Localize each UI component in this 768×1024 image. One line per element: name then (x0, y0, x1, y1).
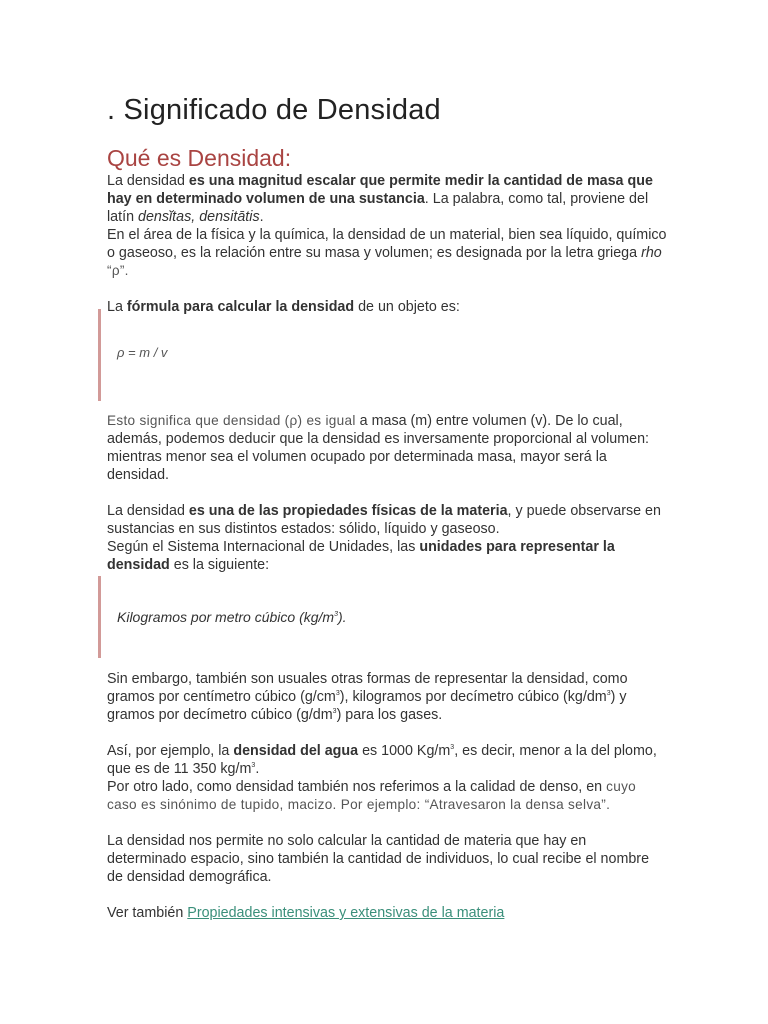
paragraph-units (107, 538, 667, 574)
text: Por otro lado, como densidad también nos referimos a la calidad de denso, en (107, 779, 607, 795)
text: En el área de la física y la química, la densidad de un material, bien sea líquido, químico o gaseoso, es la relación entre su masa y volumen; es designada por la letra griega (107, 227, 667, 261)
paragraph-physics (107, 226, 667, 280)
text: ) y gramos por decímetro cúbico (g/dm (107, 689, 627, 723)
italic-text: densĭtas, densitātis (138, 209, 260, 225)
superscript: 3 (450, 744, 455, 751)
paragraph-definition (107, 172, 667, 226)
quote-bar (98, 576, 101, 658)
text: , es decir, menor a la del plomo, que es de 11 350 kg/m (107, 743, 657, 777)
text: ), kilogramos por decímetro cúbico (kg/dm (339, 689, 607, 705)
bold-text: es una magnitud escalar que permite medir la cantidad de masa que hay en determinado volumen de una sustancia (107, 173, 653, 207)
paragraph-property (107, 502, 667, 538)
formula-text: ρ = m / v (117, 345, 168, 360)
text: La densidad (107, 173, 189, 189)
document-page (107, 92, 667, 922)
paragraph-other-units (107, 670, 667, 724)
text: a masa (m) entre volumen (v). De lo cual, además, podemos deducir que la densidad es inversamente proporcional al volumen: mientras menor sea el volumen ocupado por determinada masa, mayor será la densidad. (107, 413, 650, 483)
text: La densidad (107, 503, 189, 519)
see-also-label: Ver también (107, 905, 188, 921)
units-text (117, 608, 667, 626)
text: La (107, 299, 127, 315)
paragraph-formula-explanation (107, 412, 667, 484)
text: Sin embargo, también son usuales otras formas de representar la densidad, como gramos por centímetro cúbico (g/cm (107, 671, 628, 705)
text: es 1000 Kg/m (358, 743, 451, 759)
text: Según el Sistema Internacional de Unidades, las (107, 539, 420, 555)
superscript: 3 (335, 690, 340, 697)
italic-text: rho (641, 245, 662, 261)
text: de un objeto es: (354, 299, 460, 315)
text: . (259, 209, 264, 225)
text: ). (337, 609, 347, 625)
text: , y puede observarse en sustancias en sus distintos estados: sólido, líquido y gaseoso. (107, 503, 661, 537)
superscript: 3 (251, 762, 256, 769)
paragraph-demographic: La densidad nos permite no solo calcular la cantidad de materia que hay en determinado espacio, sino también la cantidad de individuos, lo cual recibe el nombre de densidad demográfica. (107, 833, 650, 885)
text: cuyo caso es sinónimo de tupido, macizo. Por ejemplo: “Atravesaron la densa selva”. (107, 779, 637, 812)
units-block (98, 574, 667, 670)
bold-text: fórmula para calcular la densidad (126, 299, 355, 315)
text: Esto significa que densidad (ρ) es igual (107, 413, 356, 428)
superscript: 3 (332, 708, 337, 715)
superscript: 3 (606, 690, 611, 697)
superscript: 3 (334, 611, 338, 618)
text: . (255, 761, 260, 777)
paragraph-water (107, 742, 667, 778)
section-heading: Qué es Densidad: (107, 145, 292, 171)
bold-text: es una de las propiedades físicas de la materia (188, 503, 508, 519)
see-also-link[interactable]: Propiedades intensivas y extensivas de la materia (187, 905, 505, 921)
see-also (107, 904, 667, 922)
formula-block (98, 316, 667, 412)
text: Así, por ejemplo, la (107, 743, 234, 759)
text: es la siguiente: (169, 557, 270, 573)
paragraph-formula-intro (107, 298, 667, 316)
paragraph-dense (107, 778, 667, 814)
quote-bar (98, 309, 101, 401)
text: . La palabra, como tal, proviene del latín (107, 191, 649, 225)
text: Kilogramos por metro cúbico (kg/m (117, 609, 335, 625)
bold-text: densidad del agua (233, 743, 359, 759)
page-title: . Significado de Densidad (107, 94, 441, 126)
bold-text: unidades para representar la densidad (107, 539, 615, 573)
text: ) para los gases. (336, 707, 443, 723)
text: “ρ”. (107, 263, 129, 278)
